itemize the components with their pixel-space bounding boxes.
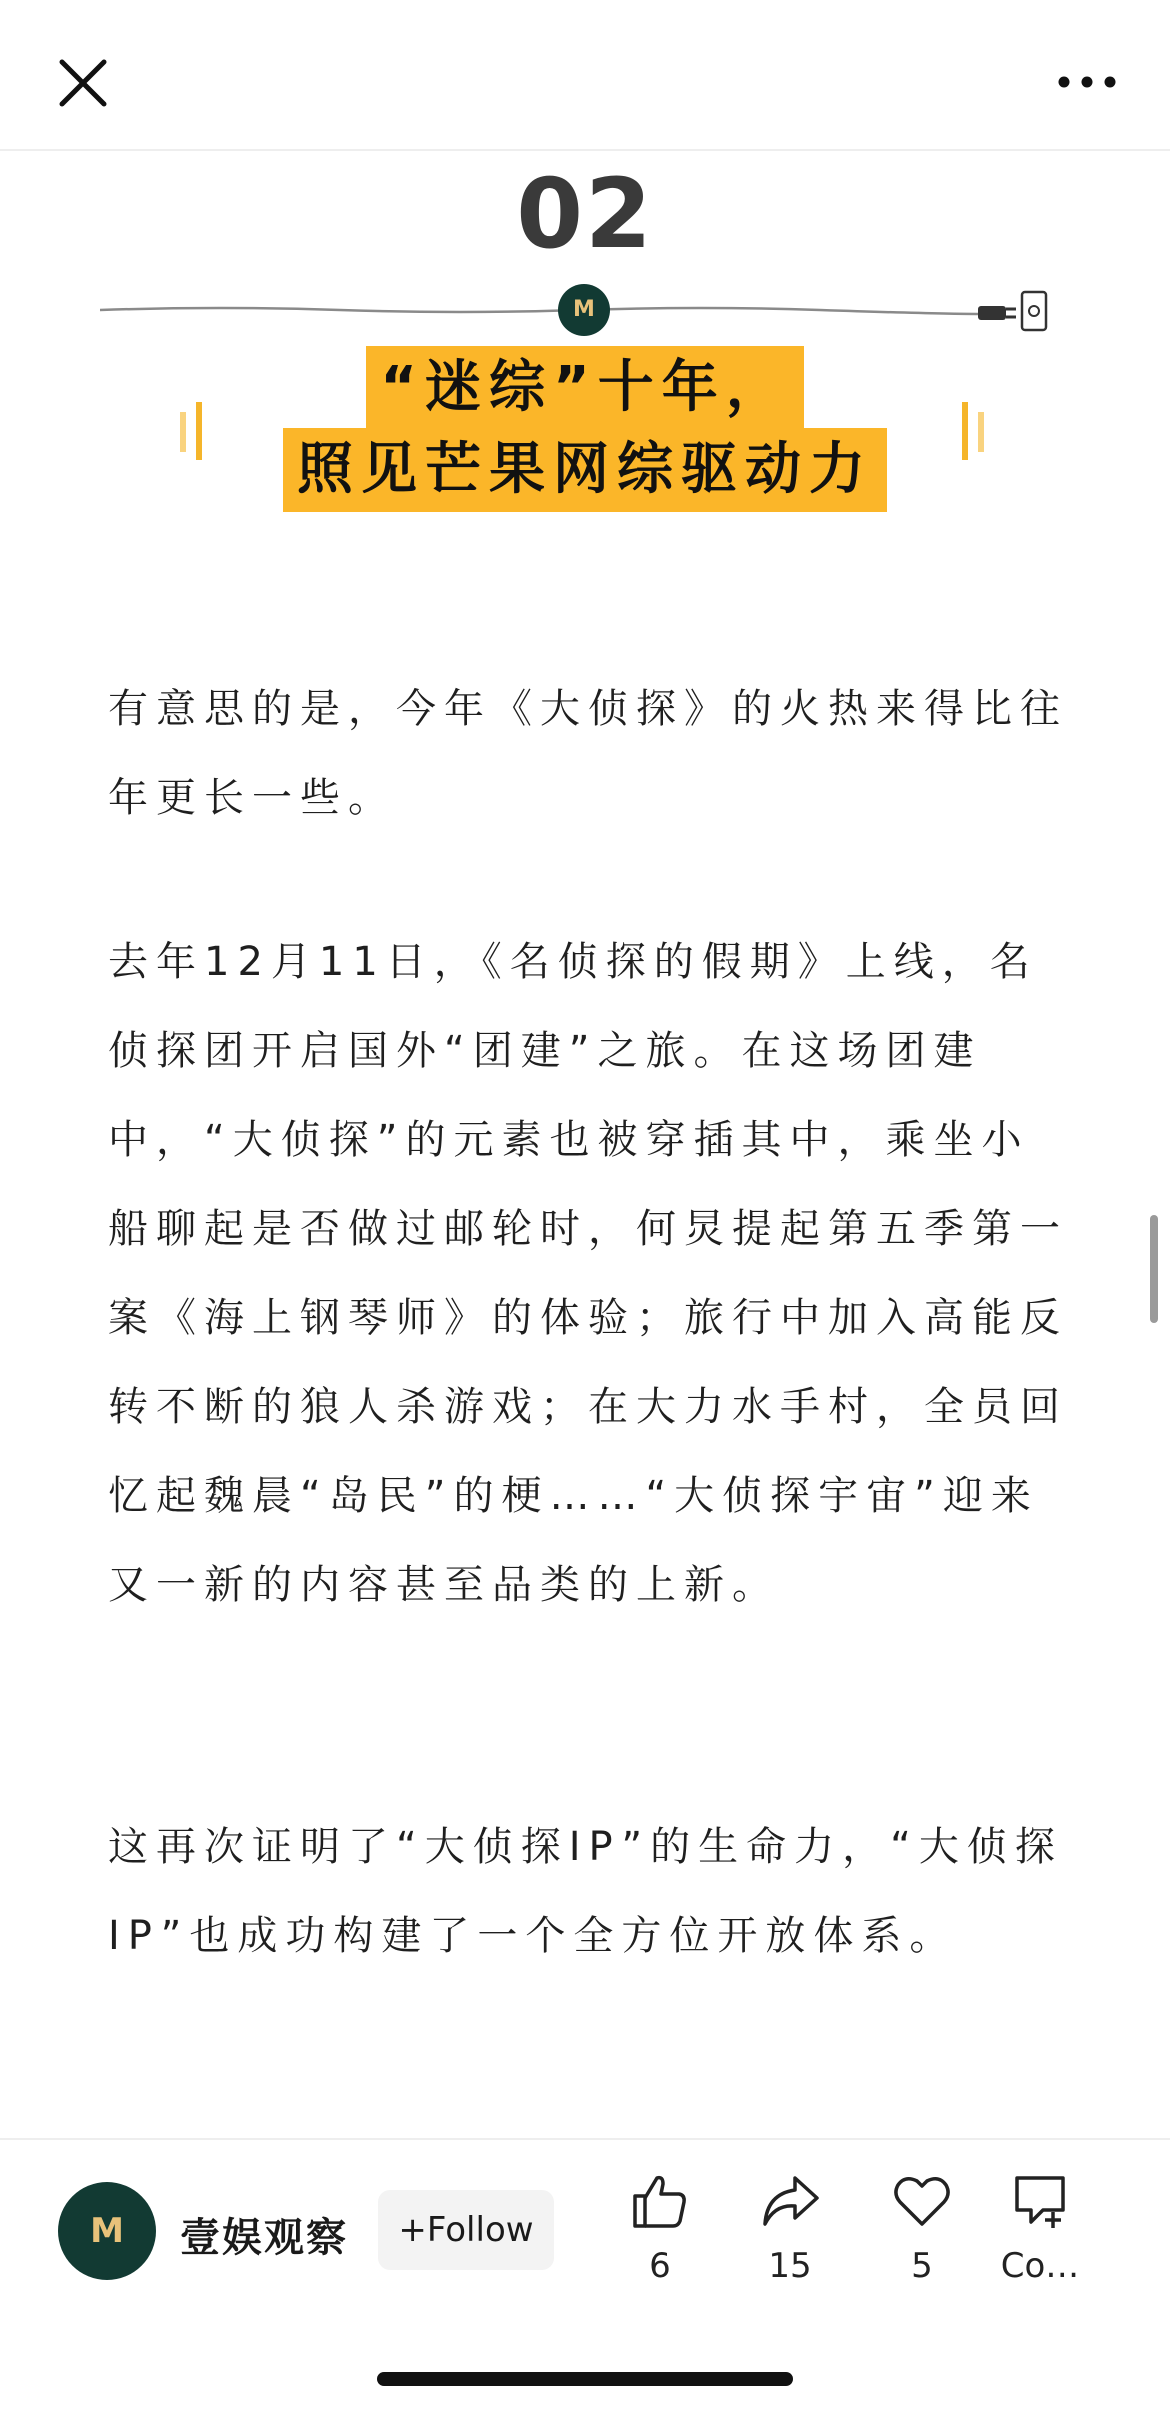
paragraph: 去年12月11日，《名侦探的假期》上线，名侦探团开启国外“团建”之旅。在这场团建中，“大侦探”的元素也被穿插其中，乘坐小船聊起是否做过邮轮时，何炅提起第五季第一案《海上钢琴师》的体验；旅行中加入高能反转不断的狼人杀游戏；在大力水手村，全员回忆起魏晨“岛民”的梗……“大侦探宇宙”迎来又一新的内容甚至品类的上新。: [108, 939, 1068, 1608]
close-icon: [50, 50, 116, 116]
heading-line-2: 照见芒果网综驱动力: [283, 428, 887, 512]
more-icon: [1054, 60, 1120, 104]
comment-button[interactable]: [980, 2170, 1100, 2286]
share-button[interactable]: [730, 2170, 850, 2286]
section-number: 02: [516, 158, 654, 270]
heading-line-1: “迷综”十年，: [366, 346, 804, 430]
like-count: 6: [649, 2246, 671, 2286]
like-button[interactable]: [600, 2170, 720, 2286]
thumbs-up-icon: [629, 2170, 691, 2232]
section-heading: [0, 346, 1170, 512]
author-name[interactable]: 壹娱观察: [180, 2215, 348, 2261]
article-content: [0, 150, 1170, 2140]
share-icon: [759, 2170, 821, 2232]
heart-icon: [891, 2170, 953, 2232]
favorite-button[interactable]: [862, 2170, 982, 2286]
follow-button[interactable]: +Follow: [378, 2190, 554, 2270]
comment-label: Co…: [1000, 2246, 1080, 2286]
more-button[interactable]: [1054, 60, 1120, 104]
close-button[interactable]: [50, 50, 116, 116]
paragraph: 这再次证明了“大侦探IP”的生命力，“大侦探IP”也成功构建了一个全方位开放体系。: [108, 1824, 1063, 1959]
top-bar: [0, 0, 1170, 151]
home-indicator[interactable]: [377, 2372, 793, 2386]
scrollbar-thumb[interactable]: [1150, 1215, 1158, 1323]
brand-logo-badge: M: [558, 284, 610, 336]
favorite-count: 5: [911, 2246, 933, 2286]
paragraph: 有意思的是，今年《大侦探》的火热来得比往年更长一些。: [108, 686, 1068, 821]
share-count: 15: [768, 2246, 812, 2286]
comment-icon: [1009, 2170, 1071, 2232]
author-avatar[interactable]: M: [58, 2182, 156, 2280]
bottom-action-bar: [0, 2138, 1170, 2410]
